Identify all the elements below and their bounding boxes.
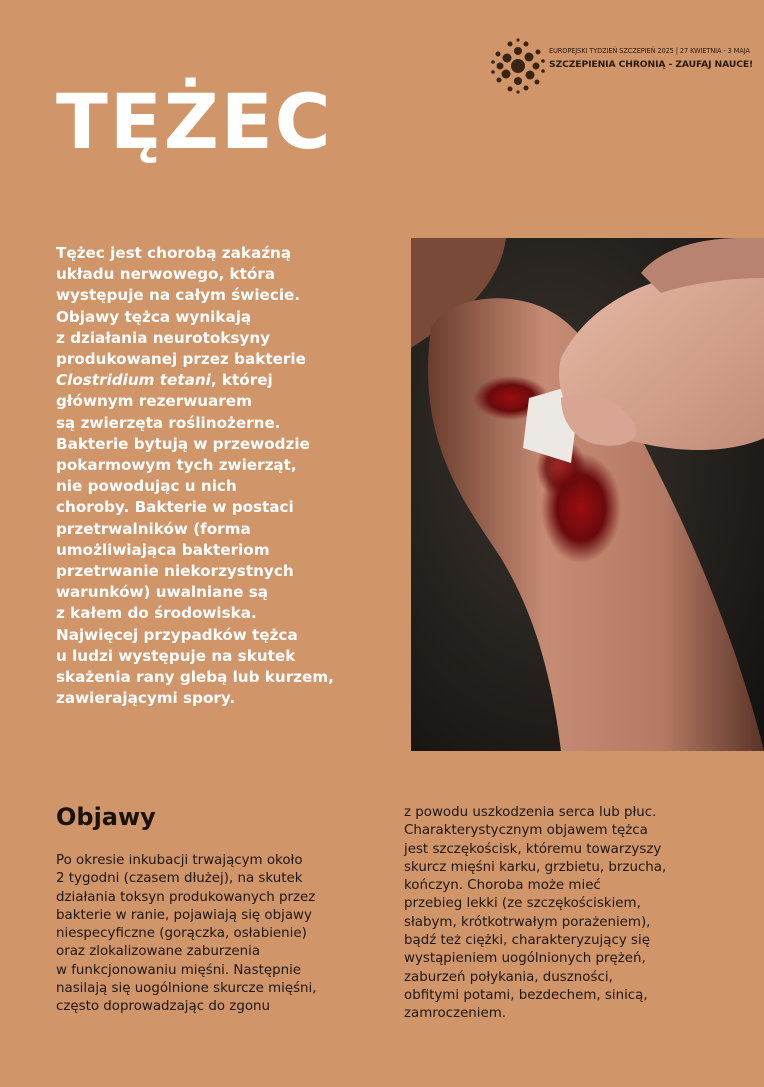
- text-line: skurcz mięśni karku, grzbietu, brzucha,: [404, 859, 667, 875]
- text-line: umożliwiająca bakteriom: [56, 540, 270, 559]
- text-line: nie powodując u nich: [56, 477, 237, 496]
- text-line: z powodu uszkodzenia serca lub płuc.: [404, 805, 657, 820]
- text-line: obfitymi potami, bezdechem, sinicą,: [404, 987, 648, 1003]
- injured-knee-photo: [411, 238, 764, 751]
- text-line: produkowanej przez bakterie: [56, 350, 306, 369]
- text-line: oraz zlokalizowane zaburzenia: [56, 944, 261, 960]
- species-name: Clostridium tetani: [56, 371, 211, 390]
- text-line: w funkcjonowaniu mięśni. Następnie: [56, 962, 302, 978]
- intro-paragraph: [56, 243, 396, 709]
- text-line: słabym, krótkotrwałym porażeniem),: [404, 914, 651, 930]
- text-line: działania toksyn produkowanych przez: [56, 889, 316, 905]
- text-line: z działania neurotoksyny: [56, 328, 271, 347]
- text-line: jest szczękościsk, któremu towarzyszy: [404, 841, 662, 857]
- text-line: 2 tygodni (czasem dłużej), na skutek: [56, 871, 303, 887]
- symptoms-text-right: [404, 804, 734, 1024]
- text-line: są zwierzęta roślinożerne.: [56, 413, 281, 432]
- text-line: Najwięcej przypadków tężca: [56, 625, 298, 644]
- text-line: skażenia rany glebą lub kurzem,: [56, 668, 334, 687]
- text-line: zaburzeń połykania, duszności,: [404, 969, 613, 985]
- text-line: kończyn. Choroba może mieć: [404, 878, 601, 894]
- text-line: z kałem do środowiska.: [56, 604, 257, 623]
- text-line: nasilają się uogólnione skurcze mięśni,: [56, 981, 317, 997]
- text-line: często doprowadzając do zgonu: [56, 999, 270, 1015]
- campaign-logo: [490, 38, 754, 94]
- text-line: bakterie w ranie, pojawiają się objawy: [56, 907, 312, 923]
- text-line: występuje na całym świecie.: [56, 286, 301, 305]
- text-line: przetrwanie niekorzystnych: [56, 562, 294, 581]
- text-line: bądź też ciężki, charakteryzujący się: [404, 933, 650, 949]
- text-line: Clostridium tetani, której: [56, 371, 273, 390]
- text-line: przebieg lekki (ze szczękościskiem,: [404, 896, 641, 912]
- text-line: zawierającymi spory.: [56, 689, 236, 708]
- virus-dots-logo-icon: [490, 38, 546, 94]
- text-line: Tężec jest chorobą zakaźną: [56, 244, 292, 262]
- text-line: warunków) uwalniane są: [56, 583, 269, 602]
- text-line: choroby. Bakterie w postaci: [56, 498, 294, 517]
- text-line: przetrwalników (forma: [56, 519, 251, 538]
- text-line: Bakterie bytują w przewodzie: [56, 434, 310, 453]
- text-line: u ludzi występuje na skutek: [56, 646, 296, 665]
- text-line: wystąpieniem uogólnionych prężeń,: [404, 951, 646, 967]
- text-line: Charakterystycznym objawem tężca: [404, 823, 648, 839]
- text-line: głównym rezerwuarem: [56, 392, 252, 411]
- text-line: niespecyficzne (gorączka, osłabienie): [56, 926, 307, 942]
- text-line: Objawy tężca wynikają: [56, 307, 252, 326]
- text-line: układu nerwowego, która: [56, 265, 276, 284]
- symptoms-text-left: [56, 852, 376, 1017]
- symptoms-heading: Objawy: [56, 803, 156, 831]
- text-line: pokarmowym tych zwierząt,: [56, 456, 297, 475]
- campaign-slogan: SZCZEPIENIA CHRONIĄ - ZAUFAJ NAUCE!: [549, 59, 754, 70]
- text-line: zamroczeniem.: [404, 1006, 507, 1022]
- campaign-dates: EUROPEJSKI TYDZIEŃ SZCZEPIEŃ 2025 | 27 KWIETNIA - 3 MAJA: [549, 47, 750, 55]
- text-line: Po okresie inkubacji trwającym około: [56, 853, 303, 868]
- page-title: TĘŻEC: [56, 77, 333, 166]
